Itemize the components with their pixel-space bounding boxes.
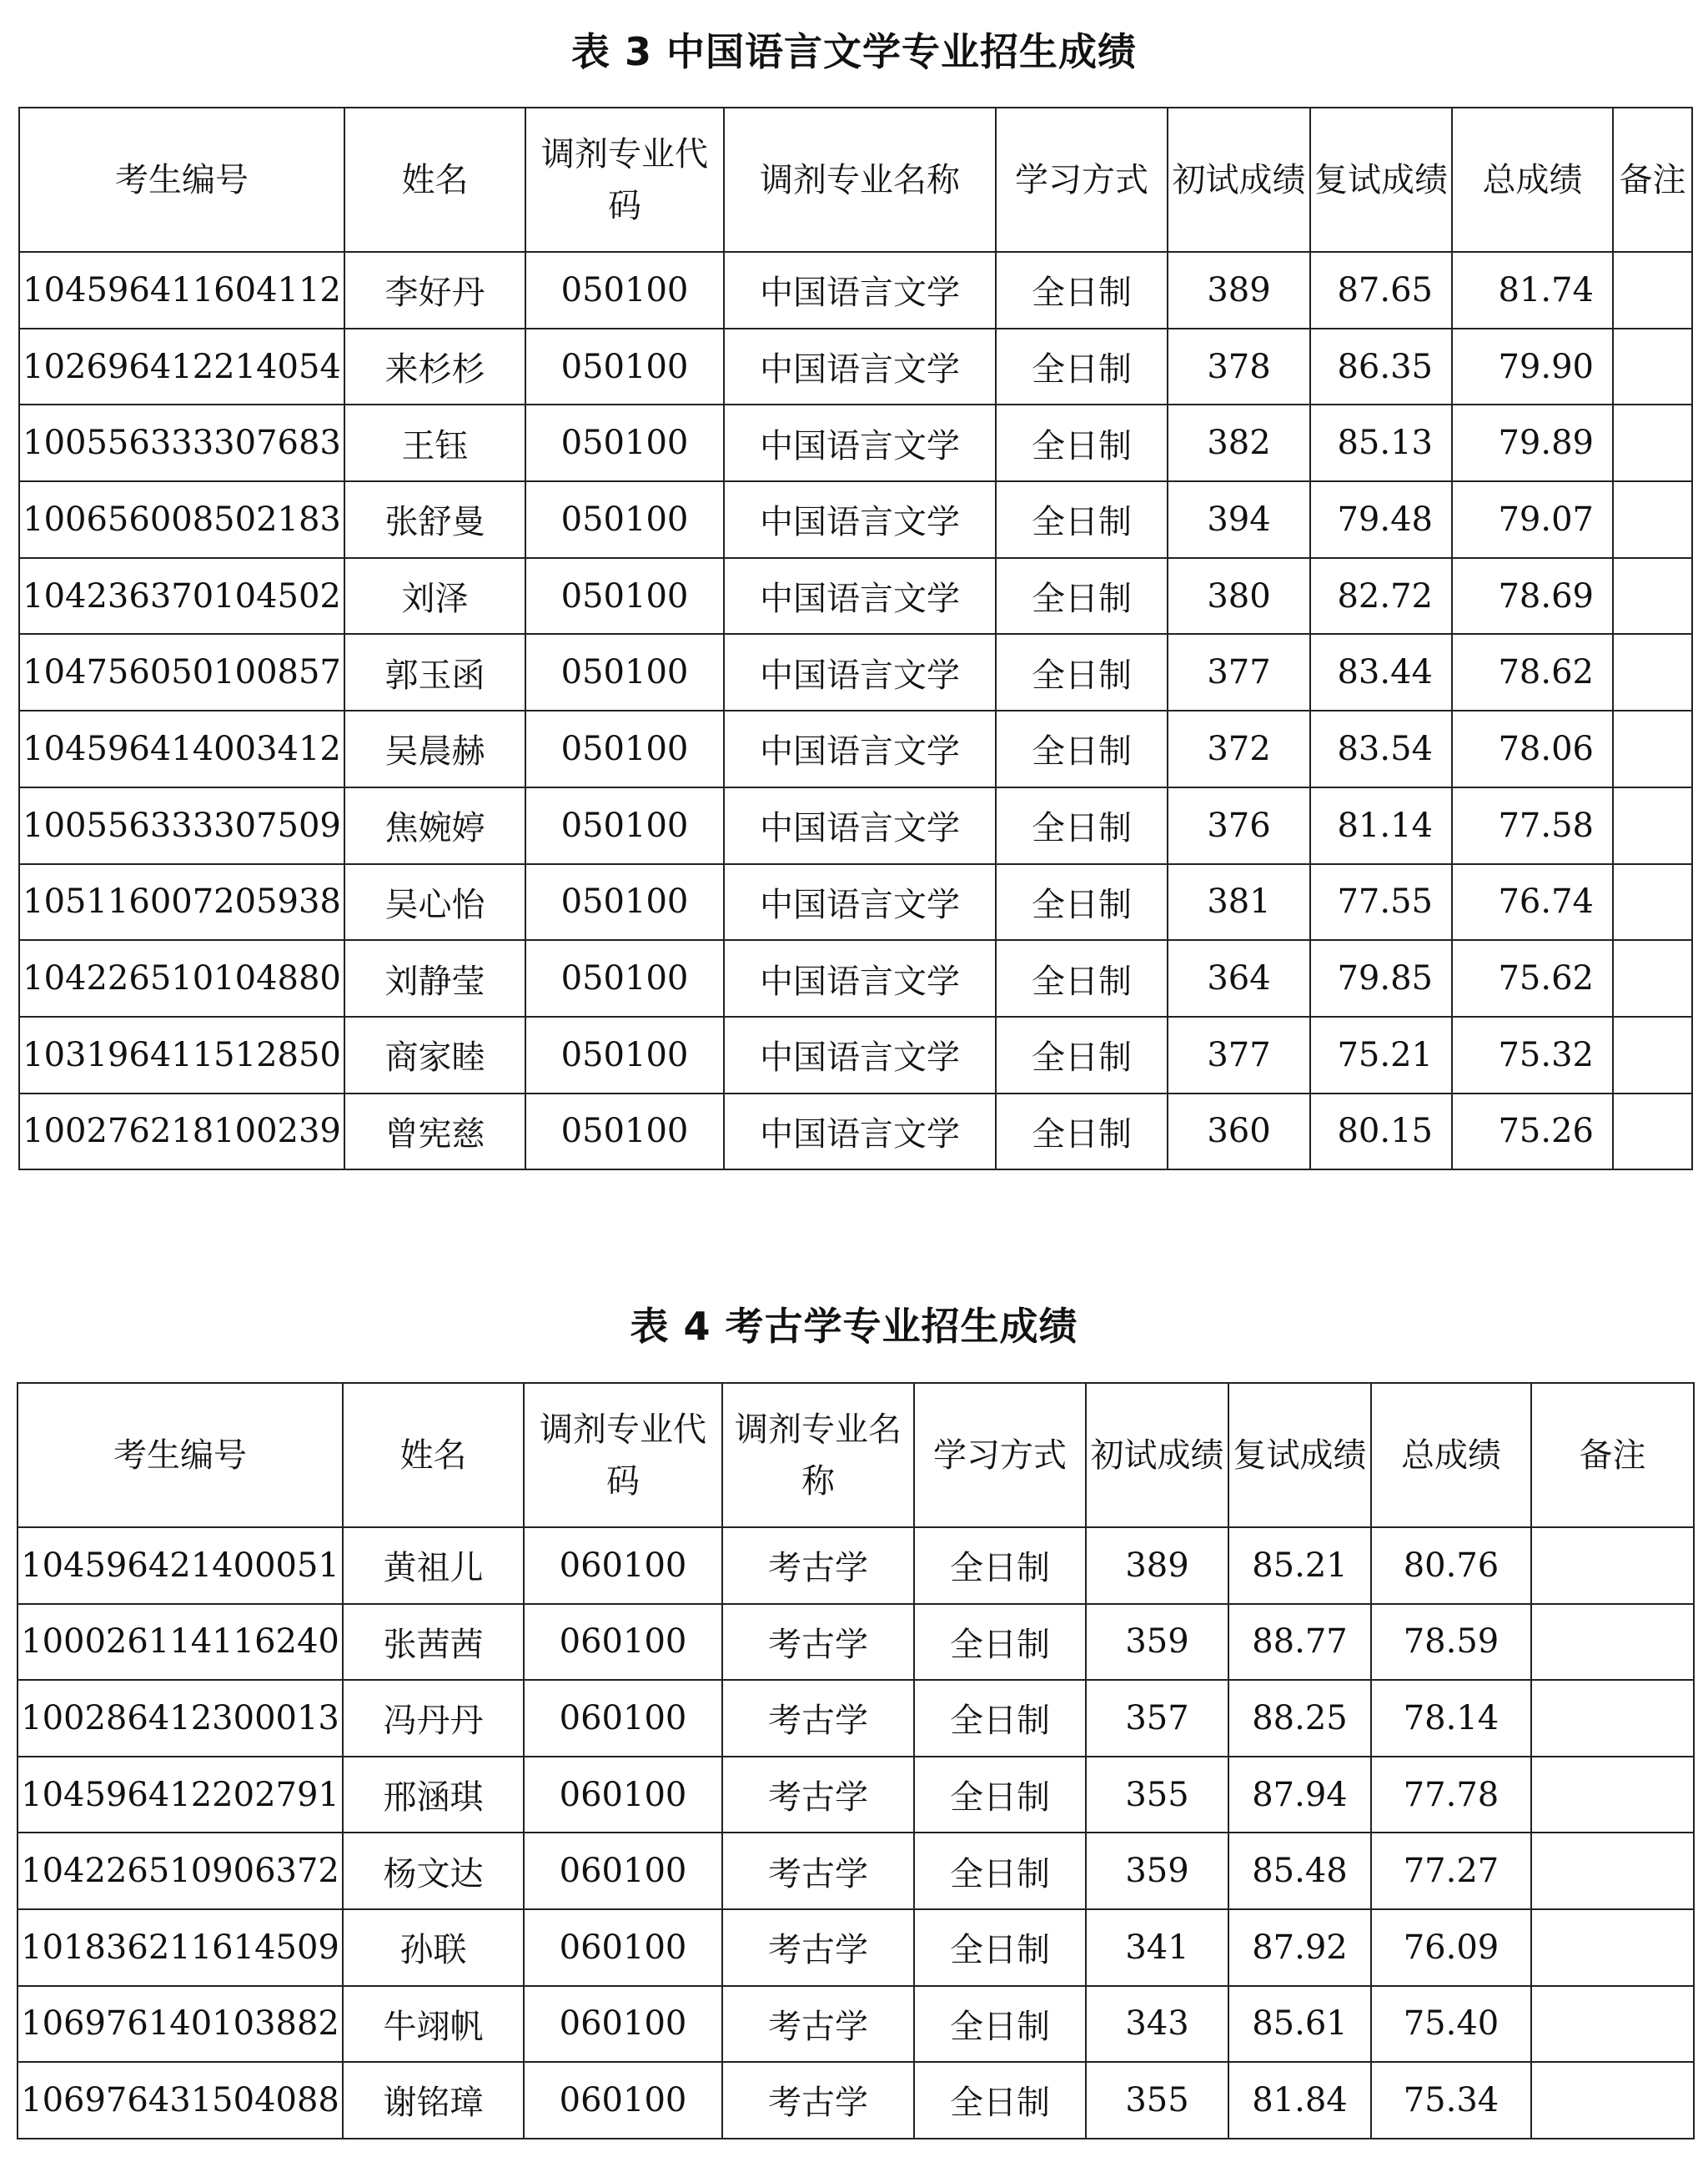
cell-initial-score: 377: [1168, 634, 1310, 711]
cell-candidate-id: 104596414003412: [19, 711, 344, 787]
cell-major-name: 考古学: [722, 2062, 914, 2139]
cell-retest-score: 87.94: [1228, 1757, 1371, 1833]
table4-header-initial-score: 初试成绩: [1086, 1383, 1228, 1527]
cell-candidate-id: 104226510104880: [19, 940, 344, 1017]
cell-candidate-id: 105116007205938: [19, 864, 344, 941]
cell-retest-score: 87.65: [1310, 252, 1452, 329]
cell-study-mode: 全日制: [996, 787, 1168, 864]
cell-major-name: 中国语言文学: [724, 940, 996, 1017]
cell-major-name: 中国语言文学: [724, 252, 996, 329]
table-row: [19, 940, 1692, 1017]
cell-initial-score: 376: [1168, 787, 1310, 864]
cell-name: 吴心怡: [344, 864, 525, 941]
cell-candidate-id: 104596412202791: [18, 1757, 343, 1833]
cell-major-code: 050100: [525, 252, 724, 329]
cell-retest-score: 85.13: [1310, 405, 1452, 481]
cell-name: 邢涵琪: [343, 1757, 524, 1833]
cell-initial-score: 355: [1086, 1757, 1228, 1833]
cell-major-code: 050100: [525, 940, 724, 1017]
table-row: [19, 329, 1692, 405]
cell-major-code: 060100: [524, 1909, 722, 1986]
cell-initial-score: 380: [1168, 558, 1310, 635]
table4-header-retest-score: 复试成绩: [1228, 1383, 1371, 1527]
cell-total-score: 81.74: [1452, 252, 1613, 329]
cell-retest-score: 88.25: [1228, 1680, 1371, 1757]
cell-retest-score: 82.72: [1310, 558, 1452, 635]
cell-total-score: 79.07: [1452, 481, 1613, 558]
cell-major-name: 考古学: [722, 1986, 914, 2063]
table4-header-major-name: 调剂专业名称: [722, 1383, 914, 1527]
cell-initial-score: 360: [1168, 1094, 1310, 1170]
cell-total-score: 76.74: [1452, 864, 1613, 941]
cell-total-score: 76.09: [1371, 1909, 1531, 1986]
cell-remarks: [1613, 252, 1692, 329]
cell-candidate-id: 106976431504088: [18, 2062, 343, 2139]
cell-major-code: 050100: [525, 634, 724, 711]
cell-remarks: [1613, 329, 1692, 405]
cell-total-score: 77.78: [1371, 1757, 1531, 1833]
cell-retest-score: 81.84: [1228, 2062, 1371, 2139]
cell-candidate-id: 106976140103882: [18, 1986, 343, 2063]
cell-retest-score: 86.35: [1310, 329, 1452, 405]
cell-candidate-id: 100556333307509: [19, 787, 344, 864]
cell-major-name: 中国语言文学: [724, 1094, 996, 1170]
cell-major-name: 中国语言文学: [724, 787, 996, 864]
table-row: [18, 1604, 1694, 1681]
cell-candidate-id: 103196411512850: [19, 1017, 344, 1094]
cell-candidate-id: 104236370104502: [19, 558, 344, 635]
cell-study-mode: 全日制: [996, 558, 1168, 635]
cell-remarks: [1613, 864, 1692, 941]
cell-candidate-id: 100286412300013: [18, 1680, 343, 1757]
cell-name: 刘静莹: [344, 940, 525, 1017]
cell-initial-score: 382: [1168, 405, 1310, 481]
cell-retest-score: 83.54: [1310, 711, 1452, 787]
table-row: [19, 252, 1692, 329]
cell-major-code: 050100: [525, 711, 724, 787]
cell-major-code: 050100: [525, 405, 724, 481]
cell-major-code: 050100: [525, 558, 724, 635]
cell-major-code: 060100: [524, 1527, 722, 1604]
cell-name: 杨文达: [343, 1833, 524, 1909]
cell-candidate-id: 102696412214054: [19, 329, 344, 405]
cell-remarks: [1531, 1833, 1694, 1909]
cell-name: 刘泽: [344, 558, 525, 635]
table-row: [18, 1680, 1694, 1757]
cell-major-code: 050100: [525, 864, 724, 941]
cell-total-score: 77.58: [1452, 787, 1613, 864]
cell-initial-score: 341: [1086, 1909, 1228, 1986]
cell-name: 张茜茜: [343, 1604, 524, 1681]
table3-header-total-score: 总成绩: [1452, 108, 1613, 252]
table3-header-name: 姓名: [344, 108, 525, 252]
cell-remarks: [1531, 1604, 1694, 1681]
table-row: [19, 711, 1692, 787]
cell-initial-score: 359: [1086, 1604, 1228, 1681]
table-row: [19, 634, 1692, 711]
cell-total-score: 75.62: [1452, 940, 1613, 1017]
table4-body: [18, 1527, 1694, 2139]
cell-name: 谢铭璋: [343, 2062, 524, 2139]
cell-initial-score: 372: [1168, 711, 1310, 787]
cell-remarks: [1613, 711, 1692, 787]
cell-study-mode: 全日制: [996, 481, 1168, 558]
cell-major-name: 考古学: [722, 1833, 914, 1909]
cell-study-mode: 全日制: [914, 1680, 1086, 1757]
cell-study-mode: 全日制: [996, 634, 1168, 711]
cell-study-mode: 全日制: [996, 1017, 1168, 1094]
cell-major-name: 考古学: [722, 1604, 914, 1681]
cell-name: 牛翊帆: [343, 1986, 524, 2063]
table3: [18, 107, 1693, 1170]
table4-header-study-mode: 学习方式: [914, 1383, 1086, 1527]
cell-retest-score: 75.21: [1310, 1017, 1452, 1094]
cell-major-name: 中国语言文学: [724, 329, 996, 405]
cell-initial-score: 381: [1168, 864, 1310, 941]
cell-name: 吴晨赫: [344, 711, 525, 787]
cell-retest-score: 87.92: [1228, 1909, 1371, 1986]
cell-major-name: 中国语言文学: [724, 711, 996, 787]
cell-candidate-id: 100276218100239: [19, 1094, 344, 1170]
cell-total-score: 79.90: [1452, 329, 1613, 405]
table4-header-name: 姓名: [343, 1383, 524, 1527]
table4-caption: 表 4 考古学专业招生成绩: [630, 1304, 1078, 1349]
table4-header-major-code: 调剂专业代码: [524, 1383, 722, 1527]
cell-major-name: 考古学: [722, 1680, 914, 1757]
table-row: [18, 2062, 1694, 2139]
cell-study-mode: 全日制: [914, 1604, 1086, 1681]
table-row: [18, 1527, 1694, 1604]
table4: [17, 1382, 1695, 2139]
cell-total-score: 75.26: [1452, 1094, 1613, 1170]
cell-total-score: 75.34: [1371, 2062, 1531, 2139]
cell-study-mode: 全日制: [996, 252, 1168, 329]
cell-major-code: 060100: [524, 2062, 722, 2139]
cell-retest-score: 85.61: [1228, 1986, 1371, 2063]
cell-major-name: 考古学: [722, 1527, 914, 1604]
cell-major-code: 050100: [525, 787, 724, 864]
table3-body: [19, 252, 1692, 1169]
cell-candidate-id: 104596421400051: [18, 1527, 343, 1604]
cell-major-code: 060100: [524, 1604, 722, 1681]
cell-name: 李好丹: [344, 252, 525, 329]
cell-total-score: 78.06: [1452, 711, 1613, 787]
table-row: [19, 1017, 1692, 1094]
cell-remarks: [1613, 634, 1692, 711]
cell-major-code: 060100: [524, 1833, 722, 1909]
table-row: [18, 1986, 1694, 2063]
cell-major-code: 060100: [524, 1757, 722, 1833]
cell-name: 孙联: [343, 1909, 524, 1986]
cell-major-code: 060100: [524, 1986, 722, 2063]
table3-header-major-code: 调剂专业代码: [525, 108, 724, 252]
table-row: [19, 481, 1692, 558]
cell-remarks: [1613, 405, 1692, 481]
cell-study-mode: 全日制: [996, 940, 1168, 1017]
cell-total-score: 75.40: [1371, 1986, 1531, 2063]
cell-retest-score: 88.77: [1228, 1604, 1371, 1681]
cell-remarks: [1613, 787, 1692, 864]
cell-study-mode: 全日制: [914, 1833, 1086, 1909]
cell-major-code: 050100: [525, 481, 724, 558]
cell-initial-score: 355: [1086, 2062, 1228, 2139]
table-row: [19, 787, 1692, 864]
table-row: [19, 558, 1692, 635]
cell-initial-score: 364: [1168, 940, 1310, 1017]
table3-header-remarks: 备注: [1613, 108, 1692, 252]
cell-name: 郭玉函: [344, 634, 525, 711]
table3-header-major-name: 调剂专业名称: [724, 108, 996, 252]
cell-initial-score: 389: [1086, 1527, 1228, 1604]
cell-remarks: [1531, 1909, 1694, 1986]
cell-study-mode: 全日制: [914, 1909, 1086, 1986]
table-row: [19, 405, 1692, 481]
cell-candidate-id: 100656008502183: [19, 481, 344, 558]
table4-header-total-score: 总成绩: [1371, 1383, 1531, 1527]
cell-remarks: [1613, 481, 1692, 558]
cell-major-name: 考古学: [722, 1757, 914, 1833]
cell-study-mode: 全日制: [996, 1094, 1168, 1170]
cell-retest-score: 80.15: [1310, 1094, 1452, 1170]
cell-total-score: 78.62: [1452, 634, 1613, 711]
cell-name: 来杉杉: [344, 329, 525, 405]
cell-study-mode: 全日制: [996, 711, 1168, 787]
cell-major-code: 050100: [525, 329, 724, 405]
table-row: [19, 1094, 1692, 1170]
cell-major-name: 中国语言文学: [724, 558, 996, 635]
cell-major-name: 中国语言文学: [724, 405, 996, 481]
table4-header-row: [18, 1383, 1694, 1527]
cell-study-mode: 全日制: [914, 2062, 1086, 2139]
cell-major-name: 考古学: [722, 1909, 914, 1986]
cell-retest-score: 83.44: [1310, 634, 1452, 711]
cell-name: 王钰: [344, 405, 525, 481]
cell-name: 焦婉婷: [344, 787, 525, 864]
cell-candidate-id: 100026114116240: [18, 1604, 343, 1681]
cell-initial-score: 389: [1168, 252, 1310, 329]
cell-study-mode: 全日制: [914, 1527, 1086, 1604]
cell-total-score: 78.69: [1452, 558, 1613, 635]
table3-header-initial-score: 初试成绩: [1168, 108, 1310, 252]
cell-remarks: [1531, 1527, 1694, 1604]
cell-candidate-id: 104226510906372: [18, 1833, 343, 1909]
cell-initial-score: 357: [1086, 1680, 1228, 1757]
cell-remarks: [1531, 1986, 1694, 2063]
cell-retest-score: 79.85: [1310, 940, 1452, 1017]
table3-header-retest-score: 复试成绩: [1310, 108, 1452, 252]
cell-remarks: [1613, 558, 1692, 635]
cell-total-score: 75.32: [1452, 1017, 1613, 1094]
table-row: [18, 1757, 1694, 1833]
cell-major-code: 050100: [525, 1094, 724, 1170]
cell-remarks: [1613, 1017, 1692, 1094]
cell-remarks: [1531, 1680, 1694, 1757]
table3-header-candidate-id: 考生编号: [19, 108, 344, 252]
cell-remarks: [1613, 940, 1692, 1017]
cell-study-mode: 全日制: [996, 329, 1168, 405]
cell-study-mode: 全日制: [996, 864, 1168, 941]
cell-retest-score: 77.55: [1310, 864, 1452, 941]
cell-major-code: 060100: [524, 1680, 722, 1757]
cell-candidate-id: 104596411604112: [19, 252, 344, 329]
cell-total-score: 77.27: [1371, 1833, 1531, 1909]
table4-header-remarks: 备注: [1531, 1383, 1694, 1527]
cell-name: 曾宪慈: [344, 1094, 525, 1170]
cell-study-mode: 全日制: [914, 1986, 1086, 2063]
cell-total-score: 78.59: [1371, 1604, 1531, 1681]
cell-study-mode: 全日制: [996, 405, 1168, 481]
cell-remarks: [1531, 1757, 1694, 1833]
cell-remarks: [1613, 1094, 1692, 1170]
cell-name: 冯丹丹: [343, 1680, 524, 1757]
cell-total-score: 80.76: [1371, 1527, 1531, 1604]
cell-study-mode: 全日制: [914, 1757, 1086, 1833]
cell-name: 商家睦: [344, 1017, 525, 1094]
cell-name: 黄祖儿: [343, 1527, 524, 1604]
cell-major-name: 中国语言文学: [724, 481, 996, 558]
table-row: [18, 1909, 1694, 1986]
cell-initial-score: 377: [1168, 1017, 1310, 1094]
cell-major-name: 中国语言文学: [724, 634, 996, 711]
cell-retest-score: 81.14: [1310, 787, 1452, 864]
cell-initial-score: 378: [1168, 329, 1310, 405]
cell-major-name: 中国语言文学: [724, 1017, 996, 1094]
cell-initial-score: 394: [1168, 481, 1310, 558]
cell-total-score: 79.89: [1452, 405, 1613, 481]
cell-candidate-id: 104756050100857: [19, 634, 344, 711]
cell-major-name: 中国语言文学: [724, 864, 996, 941]
cell-retest-score: 79.48: [1310, 481, 1452, 558]
cell-major-code: 050100: [525, 1017, 724, 1094]
cell-remarks: [1531, 2062, 1694, 2139]
table3-caption: 表 3 中国语言文学专业招生成绩: [570, 29, 1138, 74]
table-row: [19, 864, 1692, 941]
cell-name: 张舒曼: [344, 481, 525, 558]
table-row: [18, 1833, 1694, 1909]
cell-candidate-id: 100556333307683: [19, 405, 344, 481]
cell-initial-score: 359: [1086, 1833, 1228, 1909]
table4-header-candidate-id: 考生编号: [18, 1383, 343, 1527]
cell-retest-score: 85.21: [1228, 1527, 1371, 1604]
cell-retest-score: 85.48: [1228, 1833, 1371, 1909]
table3-header-study-mode: 学习方式: [996, 108, 1168, 252]
cell-total-score: 78.14: [1371, 1680, 1531, 1757]
cell-candidate-id: 101836211614509: [18, 1909, 343, 1986]
table3-header-row: [19, 108, 1692, 252]
cell-initial-score: 343: [1086, 1986, 1228, 2063]
